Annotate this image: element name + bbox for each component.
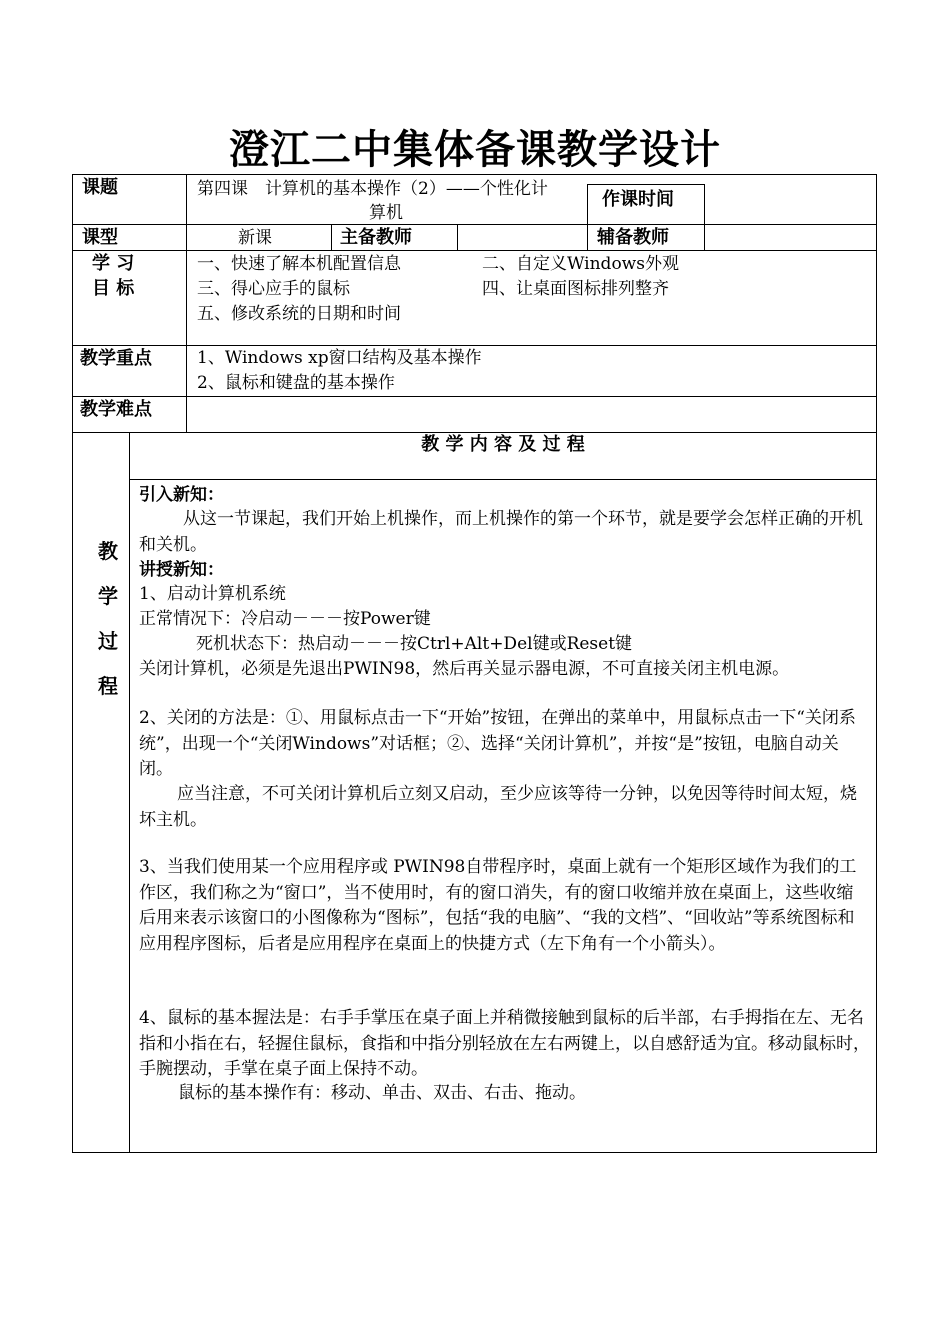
goal-item: 三、得心应手的鼠标 bbox=[197, 279, 350, 299]
section-4-text: 4、鼠标的基本握法是：右手手掌压在桌子面上并稍微接触到鼠标的后半部，右手拇指在左、无名指和小指在右，轻握住鼠标，食指和中指分别轻放在左右两键上，以自感舒适为宜。移动鼠标时，手腕摆动，手掌在桌子面上保持不动。 bbox=[139, 1008, 870, 1079]
section-2-text: 2、关闭的方法是：①、用鼠标点击一下“开始”按钮，在弹出的菜单中，用鼠标点击一下“关闭系统”，出现一个“关闭Windows”对话框；②、选择“关闭计算机”，并按“是”按钮，电脑自动关闭。 bbox=[139, 708, 856, 779]
type-label: 课型 bbox=[82, 227, 118, 248]
table-rule bbox=[331, 224, 332, 251]
table-rule bbox=[587, 184, 705, 185]
key-points-label: 教学重点 bbox=[80, 348, 152, 369]
table-rule bbox=[72, 250, 877, 251]
goal-item: 一、快速了解本机配置信息 bbox=[197, 254, 401, 274]
table-rule bbox=[72, 174, 73, 1153]
key-point-item: 2、鼠标和键盘的基本操作 bbox=[197, 373, 395, 393]
table-rule bbox=[587, 184, 588, 251]
table-rule bbox=[129, 479, 877, 480]
process-side-char: 程 bbox=[98, 674, 118, 698]
process-side-char: 学 bbox=[98, 584, 118, 608]
table-rule bbox=[72, 396, 877, 397]
goal-item: 五、修改系统的日期和时间 bbox=[197, 304, 401, 324]
page-title: 澄江二中集体备课教学设计 bbox=[229, 127, 721, 173]
section-1-title: 1、启动计算机系统 bbox=[139, 584, 286, 604]
section-2-note: 应当注意，不可关闭计算机后立刻又启动，至少应该等待一分钟，以免因等待时间太短，烧坏主机。 bbox=[139, 784, 857, 830]
goal-item: 二、自定义Windows外观 bbox=[482, 254, 679, 274]
intro-text: 从这一节课起，我们开始上机操作，而上机操作的第一个环节，就是要学会怎样正确的开机和关机。 bbox=[139, 509, 863, 555]
type-value: 新课 bbox=[238, 228, 272, 248]
goals-label-cont: 目 标 bbox=[92, 278, 135, 299]
table-rule bbox=[704, 184, 705, 251]
goal-item: 四、让桌面图标排列整齐 bbox=[482, 279, 669, 299]
process-header: 教 学 内 容 及 过 程 bbox=[421, 434, 585, 455]
goals-label: 学 习 bbox=[92, 253, 135, 274]
lesson-value: 第四课 计算机的基本操作（2）——个性化计 bbox=[197, 179, 548, 199]
main-teacher-label: 主备教师 bbox=[340, 227, 412, 248]
time-label: 作课时间 bbox=[602, 189, 674, 210]
section-4-ops: 鼠标的基本操作有：移动、单击、双击、右击、拖动。 bbox=[178, 1083, 586, 1103]
lesson-value-cont: 算机 bbox=[369, 203, 403, 223]
key-point-item: 1、Windows xp窗口结构及基本操作 bbox=[197, 348, 482, 368]
lesson-label: 课题 bbox=[82, 177, 118, 198]
section-1-shutdown: 关闭计算机，必须是先退出PWIN98，然后再关显示器电源，不可直接关闭主机电源。 bbox=[139, 659, 790, 679]
table-rule bbox=[72, 224, 877, 225]
process-side-char: 教 bbox=[98, 539, 118, 563]
table-rule bbox=[72, 174, 877, 175]
section-1-crash: 死机状态下：热启动－－－按Ctrl+Alt+Del键或Reset键 bbox=[196, 634, 633, 654]
section-3-text: 3、当我们使用某一个应用程序或 PWIN98自带程序时，桌面上就有一个矩形区域作为我们的工作区，我们称之为“窗口”，当不使用时，有的窗口消失，有的窗口收缩并放在桌面上，这些收缩后用来表示该窗口的小图像称为“图标”，包括“我的电脑”、“我的文档”、“回收站”等系统图标和应用程序图标，后者是应用程序在桌面上的快捷方式（左下角有一个小箭头）。 bbox=[139, 857, 857, 954]
process-side-char: 过 bbox=[98, 629, 118, 653]
table-rule bbox=[72, 1152, 877, 1153]
table-rule bbox=[129, 432, 130, 1153]
table-rule bbox=[186, 174, 187, 433]
difficulties-label: 教学难点 bbox=[80, 399, 152, 420]
table-rule bbox=[876, 174, 877, 1153]
table-rule bbox=[457, 224, 458, 251]
teach-label: 讲授新知： bbox=[139, 560, 224, 580]
assist-teacher-label: 辅备教师 bbox=[597, 227, 669, 248]
section-1-normal: 正常情况下：冷启动－－－按Power键 bbox=[139, 609, 431, 629]
intro-label: 引入新知： bbox=[139, 485, 224, 505]
